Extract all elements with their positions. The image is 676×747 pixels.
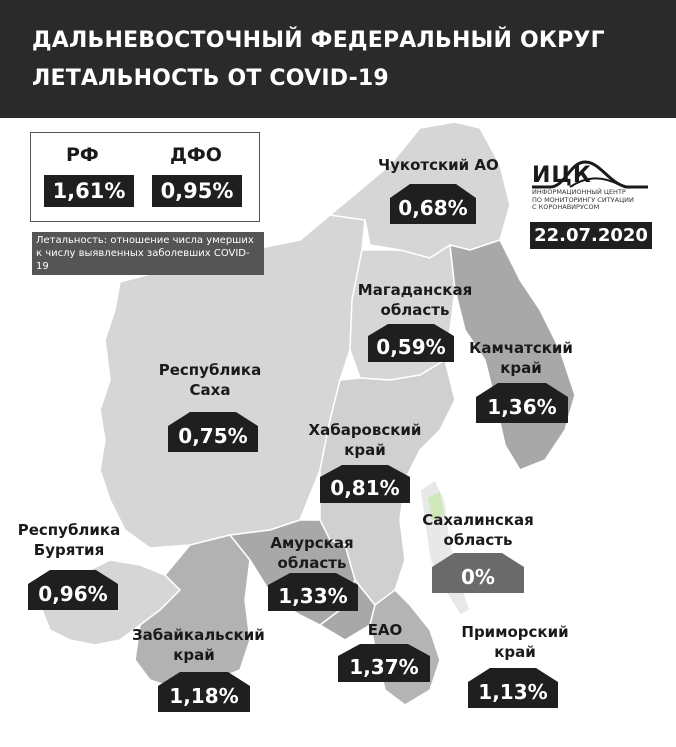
dfo-value: 0,95% bbox=[152, 175, 242, 207]
region-value-buryatia bbox=[28, 570, 118, 610]
region-name-line: ЕАО bbox=[367, 621, 403, 639]
region-label-primorsky bbox=[455, 622, 575, 662]
region-name-line: край bbox=[173, 646, 215, 664]
region-name-line: Магаданская bbox=[357, 281, 473, 299]
value-text: 1,36% bbox=[487, 395, 557, 419]
region-name-line: край bbox=[344, 441, 386, 459]
rf-value: 1,61% bbox=[44, 175, 134, 207]
region-label-khabarovsk bbox=[305, 420, 425, 460]
region-label-amur bbox=[262, 533, 362, 573]
region-name-line: край bbox=[494, 643, 536, 661]
definition-note bbox=[32, 232, 264, 275]
region-label-sakhalin bbox=[414, 510, 542, 550]
value-text: 0,96% bbox=[38, 582, 108, 606]
region-name-line: Саха bbox=[189, 381, 231, 399]
region-label-sakha bbox=[155, 360, 265, 400]
region-value-magadan bbox=[368, 324, 454, 362]
dfo-label: ДФО bbox=[170, 144, 222, 166]
value-text: 1,37% bbox=[349, 655, 419, 679]
region-value-zabaikalsky bbox=[158, 672, 250, 712]
region-value-kamchatka bbox=[476, 383, 568, 423]
region-value-eao bbox=[338, 644, 430, 682]
title-line-2: ЛЕТАЛЬНОСТЬ ОТ COVID-19 bbox=[32, 66, 389, 91]
logo-name: ИЦК bbox=[532, 163, 592, 188]
region-name-line: Сахалинская bbox=[422, 511, 534, 529]
region-name-line: Чукотский АО bbox=[378, 156, 499, 174]
region-label-eao bbox=[360, 620, 410, 640]
value-text: 0,75% bbox=[178, 424, 248, 448]
value-text: 0,81% bbox=[330, 476, 400, 500]
value-text: 0% bbox=[461, 565, 495, 589]
header-bar bbox=[0, 0, 676, 118]
region-name-line: край bbox=[500, 359, 542, 377]
region-name-line: Камчатский bbox=[469, 339, 573, 357]
value-text: 0,68% bbox=[398, 196, 468, 220]
region-value-sakhalin bbox=[432, 553, 524, 593]
note-line-1: Летальность: отношение числа умерших bbox=[36, 235, 254, 246]
region-name-line: область bbox=[380, 301, 450, 319]
date-badge: 22.07.2020 bbox=[530, 222, 652, 249]
region-name-line: область bbox=[277, 554, 347, 572]
logo-subtitle-line-3: С КОРОНАВИРУСОМ bbox=[532, 203, 600, 211]
logo-subtitle-line-2: ПО МОНИТОРИНГУ СИТУАЦИИ bbox=[532, 195, 634, 204]
region-name-line: Республика bbox=[17, 521, 121, 539]
region-name-line: область bbox=[443, 531, 513, 549]
region-name-line: Республика bbox=[158, 361, 262, 379]
value-text: 0,59% bbox=[376, 335, 446, 359]
region-value-primorsky bbox=[468, 668, 558, 708]
value-text: 1,33% bbox=[278, 584, 348, 608]
region-name-line: Приморский bbox=[461, 623, 569, 641]
title-line-1: ДАЛЬНЕВОСТОЧНЫЙ ФЕДЕРАЛЬНЫЙ ОКРУГ bbox=[32, 28, 605, 53]
region-name-line: Забайкальский bbox=[132, 626, 265, 644]
region-value-chukotka bbox=[390, 184, 476, 224]
region-label-buryatia bbox=[14, 520, 124, 560]
region-label-kamchatka bbox=[466, 338, 576, 378]
value-text: 1,13% bbox=[478, 680, 548, 704]
rf-label: РФ bbox=[66, 144, 99, 166]
region-value-khabarovsk bbox=[320, 465, 410, 503]
logo-subtitle bbox=[532, 189, 652, 212]
region-value-sakha bbox=[168, 412, 258, 452]
region-value-amur bbox=[268, 573, 358, 611]
region-label-chukotka bbox=[378, 155, 498, 175]
note-line-2: к числу выявленных заболевших COVID-19 bbox=[36, 248, 250, 272]
logo-subtitle-line-1: ИНФОРМАЦИОННЫЙ ЦЕНТР bbox=[532, 188, 626, 196]
region-label-zabaikalsky bbox=[132, 625, 265, 665]
region-name-line: Амурская bbox=[270, 534, 354, 552]
value-text: 1,18% bbox=[169, 684, 239, 708]
region-label-magadan bbox=[350, 280, 480, 320]
region-name-line: Хабаровский bbox=[308, 421, 422, 439]
region-name-line: Бурятия bbox=[33, 541, 105, 559]
